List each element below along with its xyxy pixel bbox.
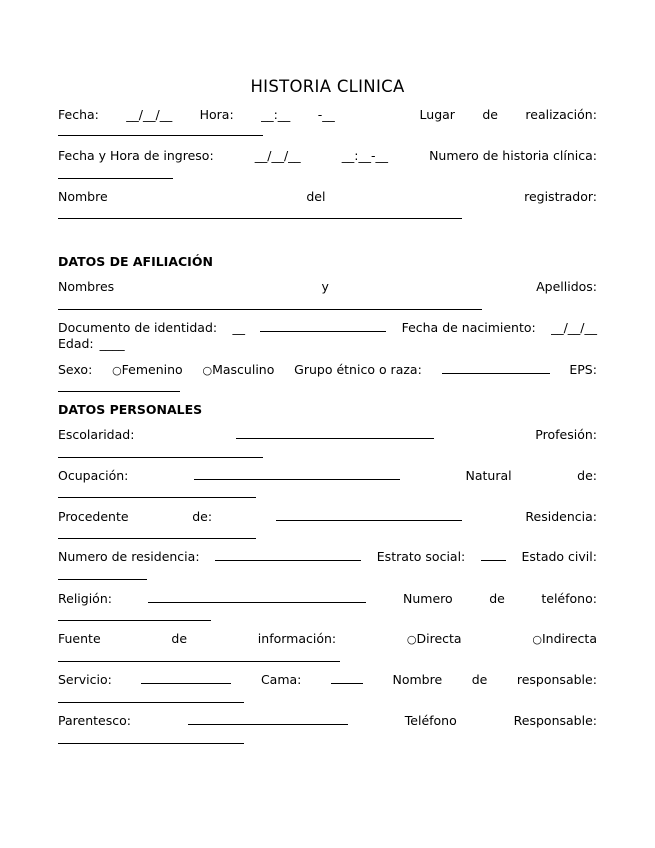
telefono-label: teléfono: [541, 591, 597, 606]
edad-field[interactable]: ____ [99, 336, 125, 351]
parentesco-field[interactable] [188, 713, 348, 725]
estrato-label: Estrato social: [376, 549, 466, 564]
row-parentesco [58, 712, 597, 730]
procedente-de-label: de: [192, 509, 213, 524]
responsable-field[interactable] [58, 702, 244, 703]
row-procedente [58, 508, 597, 526]
afiliacion-heading: DATOS DE AFILIACIÓN [58, 254, 213, 269]
radio-circle-icon[interactable]: ○ [406, 633, 417, 646]
procedente-label: Procedente [58, 509, 129, 524]
numero-de-label: de [489, 591, 505, 606]
row-edad [58, 335, 597, 353]
numero-label: Numero [403, 591, 453, 606]
religion-label: Religión: [58, 591, 112, 606]
masculino-label: Masculino [212, 362, 275, 377]
responsable-label: responsable: [516, 672, 597, 687]
telefono-responsable-field[interactable] [58, 743, 244, 744]
realizacion-label: realización: [525, 107, 597, 122]
lugar-de-label: de [482, 107, 498, 122]
row-escolaridad [58, 426, 597, 444]
eps-field[interactable] [58, 391, 180, 392]
nombre-responsable-de-label: de [471, 672, 488, 687]
directa-label: Directa [416, 631, 462, 646]
eps-label: EPS: [569, 362, 597, 377]
procedente-field[interactable] [276, 509, 462, 521]
nombre-responsable-label: Nombre [392, 672, 443, 687]
row-religion [58, 590, 597, 608]
num-residencia-label: Numero de residencia: [58, 549, 200, 564]
nacimiento-field[interactable]: __/__/__ [551, 320, 597, 335]
ocupacion-field[interactable] [194, 468, 400, 480]
escolaridad-field[interactable] [236, 427, 434, 439]
fecha-label: Fecha: [58, 107, 99, 122]
cama-field[interactable] [331, 672, 363, 684]
fuente-indirecta-option[interactable] [532, 630, 597, 649]
hora-field[interactable]: __:__ [261, 107, 291, 122]
natural-de-label: de: [577, 468, 597, 483]
row-registrador [58, 188, 597, 206]
row-sexo [58, 361, 597, 379]
fuente-field[interactable] [58, 661, 340, 662]
cama-label: Cama: [260, 672, 302, 687]
num-residencia-field[interactable] [215, 549, 361, 561]
nombre-label: Nombre [58, 189, 108, 204]
ingreso-label: Fecha y Hora de ingreso: [58, 148, 214, 163]
hora-ampm-field[interactable]: -__ [317, 107, 335, 122]
fecha-field[interactable]: __/__/__ [126, 107, 173, 122]
sexo-femenino-option[interactable] [112, 361, 183, 380]
personales-heading: DATOS PERSONALES [58, 402, 203, 417]
estado-civil-field[interactable] [58, 579, 147, 580]
estrato-field[interactable] [481, 549, 506, 561]
profesion-label: Profesión: [535, 427, 597, 442]
lugar-field[interactable] [58, 135, 263, 136]
row-ingreso [58, 147, 597, 165]
residencia-label: Residencia: [525, 509, 597, 524]
fuente-directa-option[interactable] [407, 630, 462, 649]
documento-label: Documento de identidad: [58, 320, 218, 335]
edad-label: Edad: [58, 336, 94, 351]
natural-label: Natural [465, 468, 512, 483]
y-label: y [321, 279, 329, 294]
documento-field[interactable] [260, 320, 386, 332]
religion-field[interactable] [148, 591, 366, 603]
nombres-field[interactable] [58, 309, 482, 310]
row-fecha-hora-lugar [58, 106, 597, 124]
telefono-responsable-label: Teléfono [404, 713, 457, 728]
parentesco-label: Parentesco: [58, 713, 131, 728]
ocupacion-label: Ocupación: [58, 468, 129, 483]
radio-circle-icon[interactable]: ○ [112, 364, 122, 377]
indirecta-label: Indirecta [541, 631, 597, 646]
row-fuente [58, 630, 597, 648]
telefono-field[interactable] [58, 620, 211, 621]
apellidos-label: Apellidos: [536, 279, 597, 294]
historia-numero-field[interactable] [58, 178, 173, 179]
ingreso-fecha-field[interactable]: __/__/__ [254, 148, 301, 163]
grupo-etnico-field[interactable] [442, 362, 550, 374]
nacimiento-label: Fecha de nacimiento: [401, 320, 536, 335]
nombres-label: Nombres [58, 279, 115, 294]
registrador-field[interactable] [58, 218, 462, 219]
row-servicio [58, 671, 597, 689]
ingreso-hora-field[interactable]: __:__-__ [341, 148, 388, 163]
estado-civil-label: Estado civil: [521, 549, 597, 564]
sexo-label: Sexo: [58, 362, 93, 377]
documento-tipo-field[interactable]: __ [232, 320, 245, 335]
radio-circle-icon[interactable]: ○ [202, 364, 213, 377]
escolaridad-label: Escolaridad: [58, 427, 135, 442]
del-label: del [306, 189, 326, 204]
lugar-label: Lugar [419, 107, 455, 122]
servicio-label: Servicio: [58, 672, 112, 687]
natural-field[interactable] [58, 497, 256, 498]
row-nombres [58, 278, 597, 296]
telefono-responsable-label-2: Responsable: [513, 713, 597, 728]
hora-label: Hora: [199, 107, 234, 122]
fuente-label: Fuente [58, 631, 101, 646]
profesion-field[interactable] [58, 457, 263, 458]
informacion-label: información: [257, 631, 337, 646]
servicio-field[interactable] [141, 672, 231, 684]
femenino-label: Femenino [121, 362, 183, 377]
registrador-label: registrador: [524, 189, 597, 204]
grupo-etnico-label: Grupo étnico o raza: [294, 362, 422, 377]
residencia-field[interactable] [58, 538, 256, 539]
radio-circle-icon[interactable]: ○ [532, 633, 542, 646]
sexo-masculino-option[interactable] [202, 361, 274, 380]
fuente-de-label: de [171, 631, 188, 646]
row-num-residencia [58, 548, 597, 566]
row-ocupacion [58, 467, 597, 485]
historia-numero-label: Numero de historia clínica: [429, 148, 597, 163]
page-title: HISTORIA CLINICA [250, 77, 405, 96]
